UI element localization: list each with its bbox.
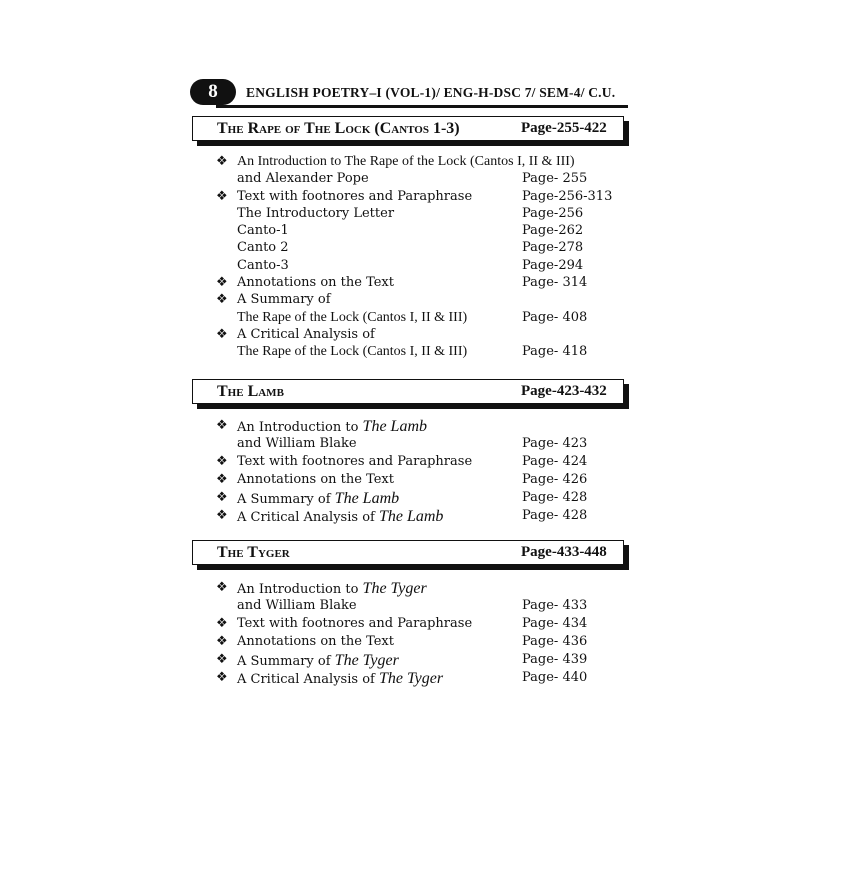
toc-entry-text: An Introduction to <box>237 582 363 597</box>
diamond-bullet-icon: ❖ <box>216 454 228 469</box>
toc-row <box>216 652 636 670</box>
toc-entry-text: A Summary of <box>237 492 335 507</box>
toc-entry-label: and William Blake <box>237 436 357 451</box>
section-heading-the-lamb <box>192 379 624 404</box>
toc-row <box>216 598 636 616</box>
toc-row <box>216 154 636 171</box>
diamond-bullet-icon: ❖ <box>216 670 228 685</box>
toc-row <box>216 436 636 454</box>
toc-entry-label <box>237 490 399 508</box>
section-title: The Tyger <box>217 544 290 561</box>
toc-entry-page: Page- 314 <box>522 275 588 291</box>
toc-list-rape-of-the-lock <box>216 154 636 362</box>
toc-entry-page: Page- 428 <box>522 508 588 523</box>
diamond-bullet-icon: ❖ <box>216 472 228 487</box>
section-title: The Lamb <box>217 383 284 400</box>
toc-row <box>216 327 636 344</box>
toc-entry-text: An Introduction to <box>237 420 363 435</box>
toc-entry-page: Page-256-313 <box>522 188 613 204</box>
toc-entry-italic-title: The Lamb <box>362 418 427 435</box>
toc-entry-italic-title: The Lamb <box>334 490 400 507</box>
toc-row <box>216 223 636 240</box>
toc-entry-italic-title: The Tyger <box>378 670 444 687</box>
toc-entry-label: Annotations on the Text <box>237 472 394 487</box>
toc-entry-page: Page- 423 <box>522 436 588 451</box>
toc-entry-page: Page- 418 <box>522 344 588 360</box>
toc-entry-page: Page-294 <box>522 257 584 273</box>
diamond-bullet-icon: ❖ <box>216 616 228 631</box>
toc-entry-label: The Rape of the Lock (Cantos I, II & III) <box>237 309 468 325</box>
toc-entry-page: Page- 439 <box>522 652 588 667</box>
toc-entry-label: Annotations on the Text <box>237 634 394 649</box>
diamond-bullet-icon: ❖ <box>216 326 228 342</box>
toc-row <box>216 258 636 275</box>
toc-entry-label: Text with footnores and Paraphrase <box>237 616 473 631</box>
toc-row <box>216 616 636 634</box>
toc-entry-label: Canto-1 <box>237 223 289 239</box>
toc-row <box>216 418 636 436</box>
toc-entry-label: Text with footnores and Paraphrase <box>237 188 473 204</box>
toc-entry-page: Page- 440 <box>522 670 588 685</box>
toc-entry-label: The Introductory Letter <box>237 205 395 221</box>
section-page-range: Page-423-432 <box>521 383 607 399</box>
diamond-bullet-icon: ❖ <box>216 490 228 505</box>
toc-entry-text: A Critical Analysis of <box>237 510 379 525</box>
toc-row <box>216 344 636 361</box>
toc-row <box>216 189 636 206</box>
diamond-bullet-icon: ❖ <box>216 634 228 649</box>
toc-row <box>216 454 636 472</box>
section-page-range: Page-255-422 <box>521 120 607 136</box>
toc-list-the-tyger <box>216 580 636 688</box>
toc-entry-italic-title: The Tyger <box>362 580 427 597</box>
toc-entry-page: Page-278 <box>522 240 584 256</box>
toc-entry-label: An Introduction to The Rape of the Lock (Cantos I, II & III) <box>237 154 575 169</box>
page-header <box>190 77 630 107</box>
page-number-badge: 8 <box>190 79 236 105</box>
toc-row <box>216 490 636 508</box>
toc-entry-label: Text with footnores and Paraphrase <box>237 454 473 469</box>
toc-row <box>216 310 636 327</box>
toc-entry-text: A Summary of <box>237 654 335 669</box>
toc-entry-page: Page- 434 <box>522 616 588 631</box>
toc-entry-page: Page-262 <box>522 223 584 239</box>
toc-entry-page: Page- 433 <box>522 598 588 613</box>
toc-row <box>216 580 636 598</box>
toc-row <box>216 508 636 526</box>
toc-row <box>216 275 636 292</box>
toc-entry-page: Page- 436 <box>522 634 588 649</box>
section-heading-rape-of-the-lock <box>192 116 624 141</box>
toc-entry-label: The Rape of the Lock (Cantos I, II & III) <box>237 344 468 360</box>
toc-entry-page: Page- 424 <box>522 454 588 469</box>
toc-row <box>216 292 636 309</box>
toc-entry-label <box>237 652 399 670</box>
toc-entry-label: A Summary of <box>237 292 331 308</box>
header-rule <box>216 105 628 108</box>
diamond-bullet-icon: ❖ <box>216 188 228 204</box>
diamond-bullet-icon: ❖ <box>216 275 228 291</box>
toc-list-the-lamb <box>216 418 636 526</box>
toc-row <box>216 206 636 223</box>
diamond-bullet-icon: ❖ <box>216 418 228 433</box>
diamond-bullet-icon: ❖ <box>216 652 228 667</box>
section-title: The Rape of The Lock (Cantos 1-3) <box>217 120 460 137</box>
toc-row <box>216 472 636 490</box>
diamond-bullet-icon: ❖ <box>216 580 228 595</box>
toc-entry-text: A Critical Analysis of <box>237 672 379 687</box>
toc-entry-italic-title: The Lamb <box>378 508 444 525</box>
toc-entry-label <box>237 580 427 598</box>
toc-entry-italic-title: The Tyger <box>334 652 399 669</box>
diamond-bullet-icon: ❖ <box>216 292 228 308</box>
toc-entry-label: A Critical Analysis of <box>237 326 375 342</box>
toc-entry-page: Page- 255 <box>522 171 588 187</box>
section-page-range: Page-433-448 <box>521 544 607 560</box>
toc-entry-label: Canto 2 <box>237 240 289 256</box>
diamond-bullet-icon: ❖ <box>216 508 228 523</box>
toc-entry-page: Page- 426 <box>522 472 588 487</box>
toc-entry-label: and Alexander Pope <box>237 171 369 187</box>
section-heading-the-tyger <box>192 540 624 565</box>
toc-entry-label <box>237 670 443 688</box>
toc-row <box>216 240 636 257</box>
toc-entry-label <box>237 508 443 526</box>
toc-row <box>216 634 636 652</box>
toc-entry-label: Canto-3 <box>237 257 289 273</box>
toc-entry-label: and William Blake <box>237 598 357 613</box>
running-header-title: ENGLISH POETRY–I (VOL-1)/ ENG-H-DSC 7/ SEM-4/ C.U. <box>246 85 616 100</box>
toc-row <box>216 171 636 188</box>
toc-entry-page: Page-256 <box>522 205 584 221</box>
toc-entry-label <box>237 418 427 436</box>
diamond-bullet-icon: ❖ <box>216 154 228 169</box>
toc-entry-label: Annotations on the Text <box>237 275 394 291</box>
toc-entry-page: Page- 408 <box>522 309 588 325</box>
toc-row <box>216 670 636 688</box>
toc-entry-page: Page- 428 <box>522 490 588 505</box>
